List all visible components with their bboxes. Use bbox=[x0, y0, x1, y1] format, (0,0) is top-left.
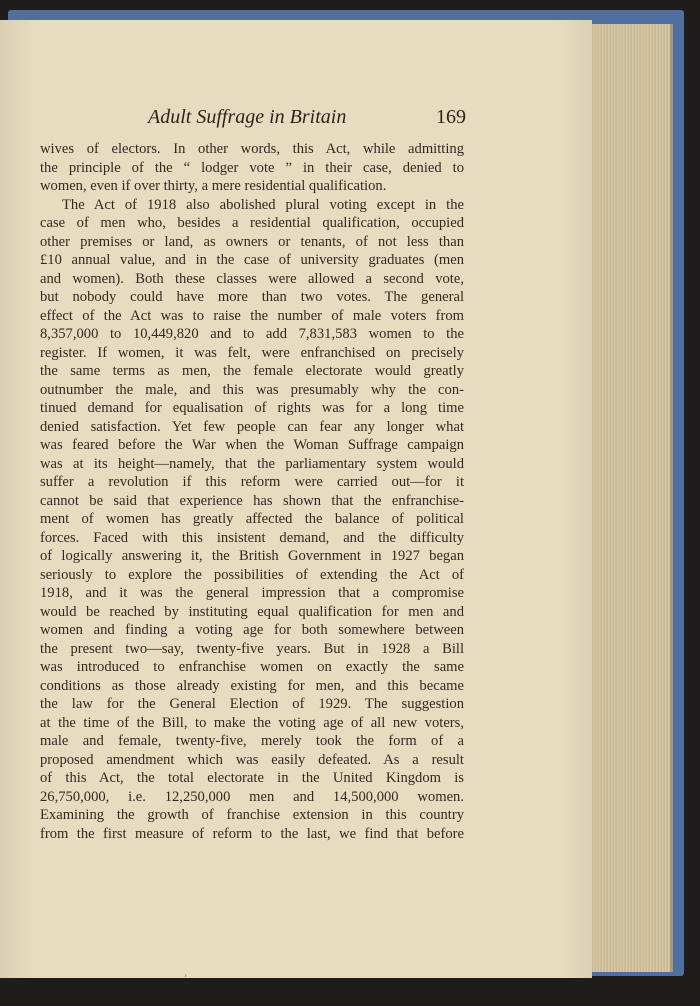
text-line: and women). Both these classes were allowed a second vote, bbox=[40, 270, 464, 287]
text-line: was introduced to enfranchise women on exactly the same bbox=[40, 659, 464, 675]
text-line: case of men who, besides a residential qualification, occupied bbox=[40, 215, 464, 231]
text-line: The Act of 1918 also abolished plural voting except in the bbox=[62, 196, 464, 213]
running-title: Adult Suffrage in Britain bbox=[148, 106, 347, 128]
text-line: but nobody could have more than two votes. The general bbox=[40, 289, 464, 305]
text-line: the law for the General Election of 1929. The suggestion bbox=[40, 696, 464, 712]
text-line: Examining the growth of franchise extension in this country bbox=[40, 807, 464, 823]
text-line: of this Act, the total electorate in the United Kingdom is bbox=[40, 770, 464, 786]
text-line: male and female, twenty-five, merely took the form of a bbox=[40, 733, 464, 749]
text-line: outnumber the male, and this was presumably why the con- bbox=[40, 381, 464, 398]
text-line: other premises or land, as owners or tenants, of not less than bbox=[40, 233, 464, 250]
text-line: of logically answering it, the British Government in 1927 began bbox=[40, 548, 464, 564]
page-number: 169 bbox=[436, 106, 466, 128]
text-line: seriously to explore the possibilities of extending the Act of bbox=[40, 566, 464, 583]
text-line: forces. Faced with this insistent demand, and the difficulty bbox=[40, 529, 464, 546]
text-line: at the time of the Bill, to make the voting age of all new voters, bbox=[40, 714, 464, 731]
footer-mark: › bbox=[184, 970, 187, 980]
book-page bbox=[0, 20, 592, 978]
text-line: 1918, and it was the general impression that a compromise bbox=[40, 585, 464, 601]
text-line: cannot be said that experience has shown that the enfranchise- bbox=[40, 492, 464, 509]
text-line: proposed amendment which was easily defeated. As a result bbox=[40, 751, 464, 768]
text-line: from the first measure of reform to the last, we find that before bbox=[40, 825, 464, 842]
text-line: women, even if over thirty, a mere residential qualification. bbox=[40, 178, 387, 194]
text-line: the same terms as men, the female electorate would greatly bbox=[40, 363, 464, 379]
text-line: ment of women has greatly affected the balance of political bbox=[40, 511, 464, 527]
text-line: suffer a revolution if this reform were carried out—for it bbox=[40, 474, 464, 490]
text-line: £10 annual value, and in the case of university graduates (men bbox=[40, 252, 464, 268]
body-text bbox=[40, 140, 464, 843]
text-line: 26,750,000, i.e. 12,250,000 men and 14,500,000 women. bbox=[40, 788, 464, 805]
text-line: would be reached by instituting equal qualification for men and bbox=[40, 603, 464, 620]
text-line: effect of the Act was to raise the number of male voters from bbox=[40, 307, 464, 324]
page-header bbox=[148, 106, 466, 130]
text-line: the present two—say, twenty-five years. But in 1928 a Bill bbox=[40, 640, 464, 657]
text-line: conditions as those already existing for men, and this became bbox=[40, 677, 464, 694]
text-line: denied satisfaction. Yet few people can fear any longer what bbox=[40, 418, 464, 435]
text-line: tinued demand for equalisation of rights was for a long time bbox=[40, 400, 464, 416]
text-line: 8,357,000 to 10,449,820 and to add 7,831,583 women to the bbox=[40, 326, 464, 342]
text-line: women and finding a voting age for both somewhere between bbox=[40, 622, 464, 638]
text-line: was at its height—namely, that the parliamentary system would bbox=[40, 455, 464, 472]
text-line: register. If women, it was felt, were enfranchised on precisely bbox=[40, 344, 464, 361]
text-line: wives of electors. In other words, this Act, while admitting bbox=[40, 141, 464, 157]
text-line: was feared before the War when the Woman Suffrage campaign bbox=[40, 437, 464, 453]
page-edges bbox=[584, 24, 673, 972]
text-line: the principle of the “ lodger vote ” in their case, denied to bbox=[40, 159, 464, 176]
